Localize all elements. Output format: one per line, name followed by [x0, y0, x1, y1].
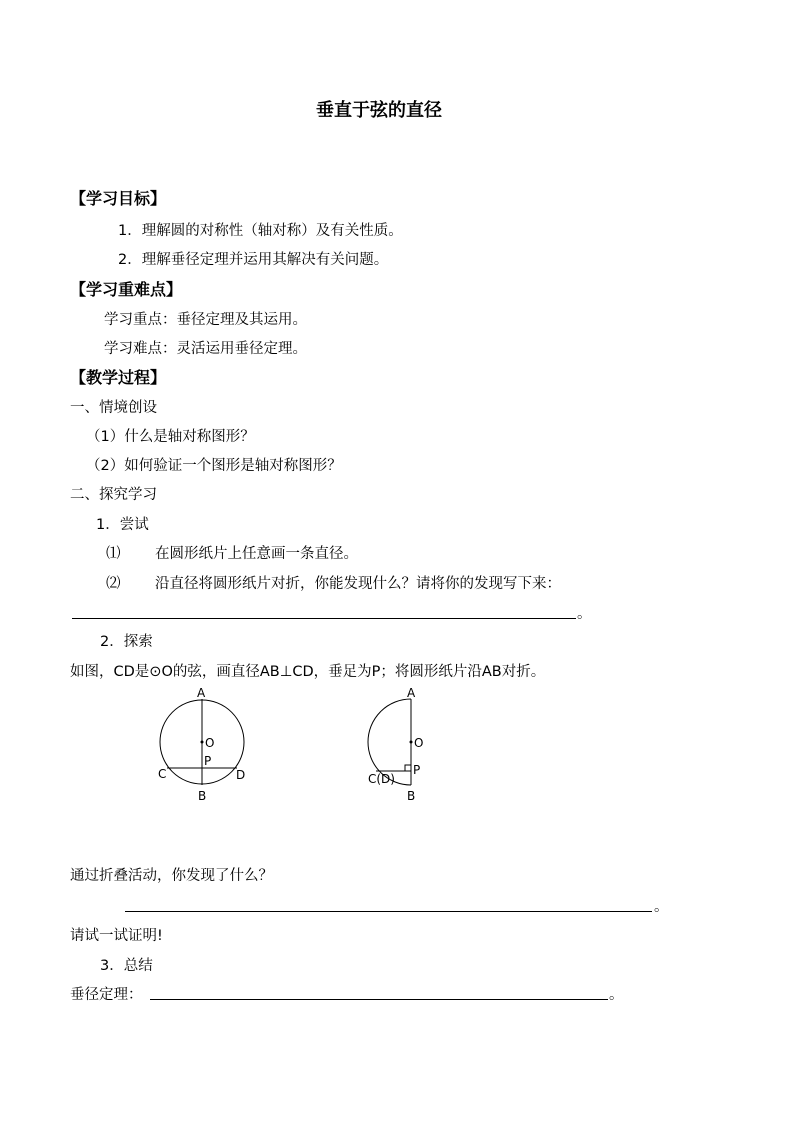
- fold-question: 通过折叠活动，你发现了什么？: [70, 868, 273, 884]
- label-o: O: [414, 736, 424, 750]
- label-a: A: [197, 686, 206, 700]
- step1-heading: 1．尝试: [96, 517, 149, 533]
- part2-title: 二、探究学习: [70, 487, 157, 503]
- objective-item: 2．理解垂径定理并运用其解决有关问题。: [118, 252, 389, 268]
- fold-answer-period: 。: [654, 899, 669, 915]
- label-c: C: [158, 767, 167, 781]
- theorem-period: 。: [609, 987, 624, 1003]
- answer-blank-line[interactable]: [72, 618, 576, 619]
- part1-question-2: （2）如何验证一个图形是轴对称图形？: [86, 458, 342, 474]
- prove-prompt: 请试一试证明!: [70, 928, 163, 944]
- part1-title: 一、情境创设: [70, 400, 157, 416]
- center-point: [410, 741, 413, 744]
- label-b: B: [407, 789, 416, 803]
- end-period: 。: [577, 606, 592, 622]
- right-angle-mark: [405, 765, 411, 771]
- step3-heading: 3．总结: [100, 958, 153, 974]
- step1-b-number: ⑵: [106, 576, 121, 592]
- step2-heading: 2．探索: [100, 634, 153, 650]
- step1-b-text: 沿直径将圆形纸片对折，你能发现什么？请将你的发现写下来：: [155, 576, 561, 592]
- label-b: B: [198, 789, 207, 803]
- key-points-heading: 【学习重难点】: [70, 280, 183, 299]
- center-point: [201, 741, 204, 744]
- page-title: 垂直于弦的直径: [316, 100, 442, 121]
- theorem-blank-line[interactable]: [150, 999, 608, 1000]
- objective-item: 1．理解圆的对称性（轴对称）及有关性质。: [118, 223, 403, 239]
- label-p: P: [204, 754, 212, 768]
- circle-diagram: [150, 682, 260, 807]
- key-difficulty: 学习难点：灵活运用垂径定理。: [104, 341, 307, 357]
- process-heading: 【教学过程】: [70, 368, 167, 387]
- label-o: O: [205, 736, 215, 750]
- step1-a-number: ⑴: [106, 546, 121, 562]
- fold-answer-line[interactable]: [125, 911, 652, 912]
- key-focus: 学习重点：垂径定理及其运用。: [104, 312, 307, 328]
- theorem-label: 垂径定理：: [70, 987, 143, 1003]
- explore-text: 如图，CD是⊙O的弦，画直径AB⊥CD，垂足为P；将圆形纸片沿AB对折。: [70, 664, 546, 680]
- objectives-heading: 【学习目标】: [70, 189, 167, 208]
- label-d: D: [236, 768, 246, 782]
- step1-a-text: 在圆形纸片上任意画一条直径。: [155, 546, 358, 562]
- part1-question-1: （1）什么是轴对称图形？: [86, 429, 255, 445]
- folded-diagram: [360, 682, 450, 807]
- label-p: P: [413, 763, 421, 777]
- label-a: A: [407, 686, 416, 700]
- label-cd: C(D): [368, 772, 395, 786]
